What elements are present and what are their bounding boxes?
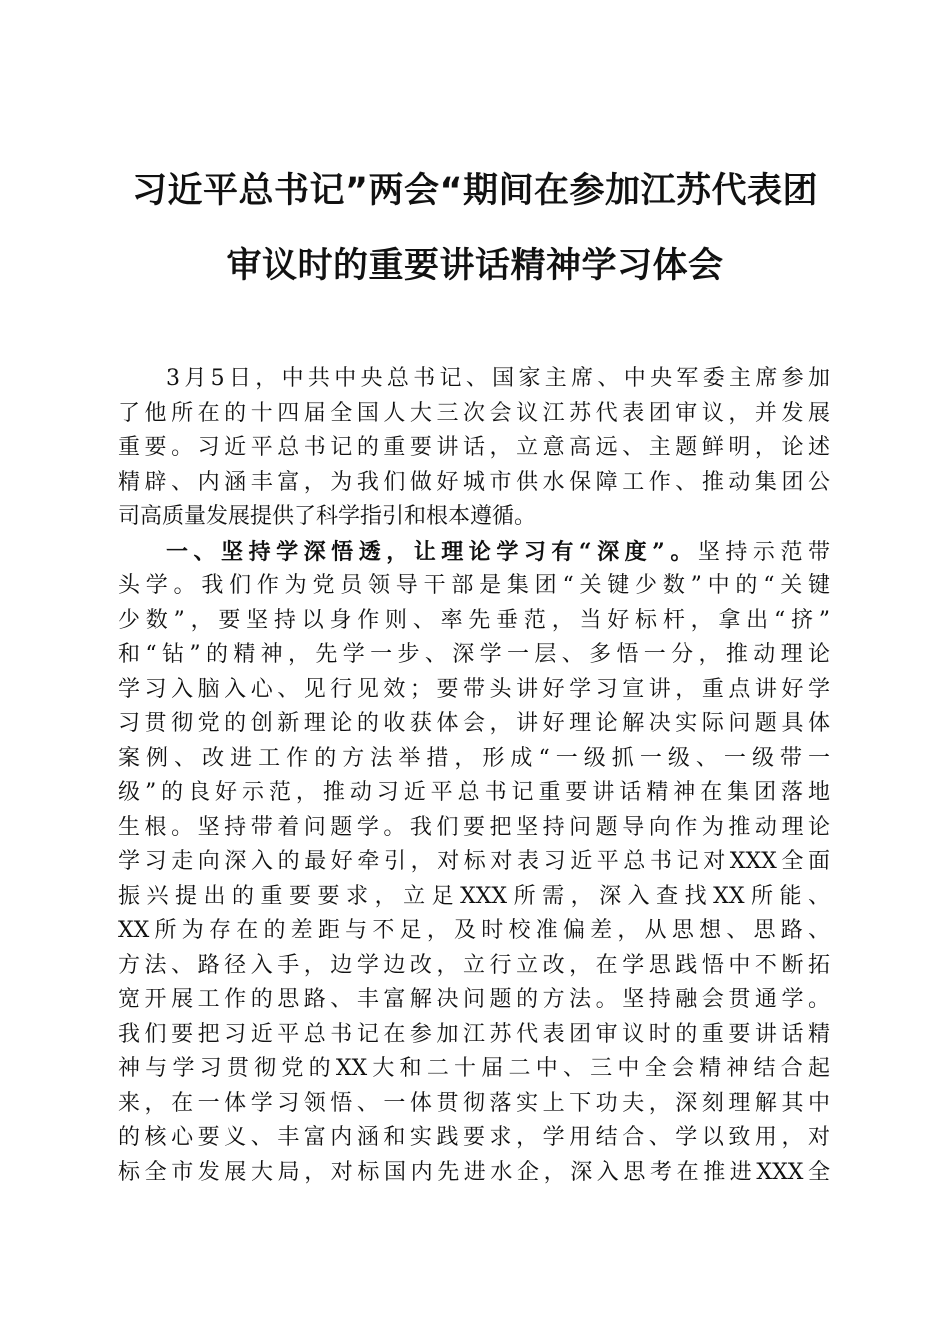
- body-line: 标全市发展大局，对标国内先进水企，深入思考在推进XXX全: [118, 1159, 830, 1185]
- body-line: 精辟、内涵丰富，为我们做好城市供水保障工作、推动集团公: [118, 469, 830, 495]
- body-line: 少数”，要坚持以身作则、率先垂范，当好标杆，拿出“挤”: [118, 607, 830, 633]
- body-text: 坚持示范带: [697, 539, 830, 565]
- body-line: 我们要把习近平总书记在参加江苏代表团审议时的重要讲话精: [118, 1021, 830, 1047]
- body-line: 案例、改进工作的方法举措，形成“一级抓一级、一级带一: [118, 745, 830, 771]
- body-line: 司高质量发展提供了科学指引和根本遵循。: [118, 504, 537, 529]
- body-line: 级”的良好示范，推动习近平总书记重要讲话精神在集团落地: [118, 780, 830, 805]
- body-line: 生根。坚持带着问题学。我们要把坚持问题导向作为推动理论: [118, 814, 830, 840]
- section-heading: 一、坚持学深悟透，让理论学习有“深度”。: [166, 538, 698, 565]
- body-line: 了他所在的十四届全国人大三次会议江苏代表团审议，并发展: [118, 400, 830, 426]
- body-line: 神与学习贯彻党的XX大和二十届二中、三中全会精神结合起: [118, 1056, 830, 1081]
- document-body: [118, 362, 830, 1190]
- body-line: 的核心要义、丰富内涵和实践要求，学用结合、学以致用，对: [118, 1125, 830, 1150]
- section-heading-line: [118, 535, 830, 570]
- body-line: 方法、路径入手，边学边改，立行立改，在学思践悟中不断拓: [118, 952, 830, 978]
- title-line: 审议时的重要讲话精神学习体会: [226, 246, 724, 286]
- body-line: 重要。习近平总书记的重要讲话，立意高远、主题鲜明，论述: [118, 435, 830, 460]
- body-line: 和“钻”的精神，先学一步、深学一层、多悟一分，推动理论: [118, 642, 830, 667]
- document-title: [0, 166, 950, 291]
- body-line: 学习入脑入心、见行见效；要带头讲好学习宣讲，重点讲好学: [118, 676, 830, 702]
- body-line: 3月5日，中共中央总书记、国家主席、中央军委主席参加: [166, 366, 830, 391]
- body-line: 来，在一体学习领悟、一体贯彻落实上下功夫，深刻理解其中: [118, 1090, 830, 1116]
- body-line: XX所为存在的差距与不足，及时校准偏差，从思想、思路、: [118, 918, 830, 943]
- body-line: 学习走向深入的最好牵引，对标对表习近平总书记对XXX全面: [118, 849, 830, 874]
- body-line: 宽开展工作的思路、丰富解决问题的方法。坚持融会贯通学。: [118, 987, 830, 1012]
- body-line: 振兴提出的重要要求，立足XXX所需，深入查找XX所能、: [118, 883, 830, 909]
- title-line: 习近平总书记”两会“期间在参加江苏代表团: [131, 171, 818, 211]
- body-line: 习贯彻党的创新理论的收获体会，讲好理论解决实际问题具体: [118, 711, 830, 736]
- body-line: 头学。我们作为党员领导干部是集团“关键少数”中的“关键: [118, 573, 830, 598]
